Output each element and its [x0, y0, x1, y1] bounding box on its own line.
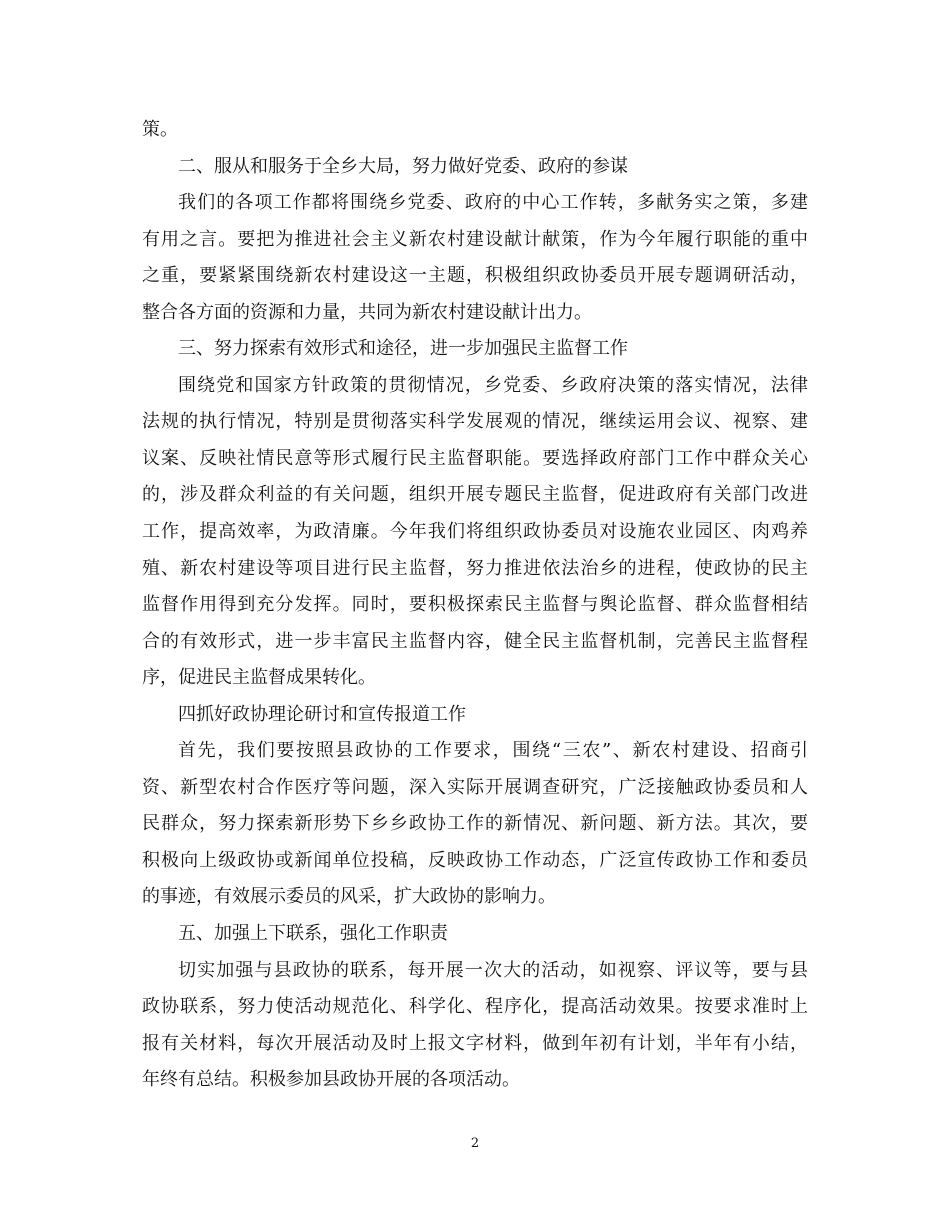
- text-line: 报有关材料，每次开展活动及时上报文字材料，做到年初有计划，半年有小结，: [142, 1032, 808, 1054]
- page-number: 2: [470, 1136, 480, 1151]
- text-line: 有用之言。要把为推进社会主义新农村建设献计献策，作为今年履行职能的重中: [142, 228, 808, 250]
- text-line: 的，涉及群众利益的有关问题，组织开展专题民主监督，促进政府有关部门改进: [142, 484, 808, 506]
- text-line: 年终有总结。积极参加县政协开展的各项活动。: [142, 1069, 520, 1091]
- section-heading-2: 二、服从和服务于全乡大局，努力做好党委、政府的参谋: [178, 155, 628, 177]
- text-line: 围绕党和国家方针政策的贯彻情况，乡党委、乡政府决策的落实情况，法律: [178, 374, 808, 396]
- text-line: 积极向上级政协或新闻单位投稿，反映政协工作动态，广泛宣传政协工作和委员: [142, 849, 808, 871]
- text-line: 殖、新农村建设等项目进行民主监督，努力推进依法治乡的进程，使政协的民主: [142, 557, 808, 579]
- text-line: 民群众，努力探索新形势下乡乡政协工作的新情况、新问题、新方法。其次，要: [142, 813, 808, 835]
- text-line: 的事迹，有效展示委员的风采，扩大政协的影响力。: [142, 886, 556, 908]
- text-line: 我们的各项工作都将围绕乡党委、政府的中心工作转，多献务实之策，多建: [178, 192, 808, 214]
- text-line: 监督作用得到充分发挥。同时，要积极探索民主监督与舆论监督、群众监督相结: [142, 594, 808, 616]
- text-line: 序，促进民主监督成果转化。: [142, 667, 376, 689]
- section-heading-5: 五、加强上下联系，强化工作职责: [178, 923, 448, 945]
- text-line: 切实加强与县政协的联系，每开展一次大的活动，如视察、评议等，要与县: [178, 959, 808, 981]
- text-line: 议案、反映社情民意等形式履行民主监督职能。要选择政府部门工作中群众关心: [142, 447, 808, 469]
- text-line: 首先，我们要按照县政协的工作要求，围绕“三农”、新农村建设、招商引: [178, 740, 808, 762]
- text-line: 资、新型农村合作医疗等问题，深入实际开展调查研究，广泛接触政协委员和人: [142, 776, 808, 798]
- text-line: 策。: [142, 119, 178, 140]
- document-body: [142, 112, 808, 1099]
- text-line: 合的有效形式，进一步丰富民主监督内容，健全民主监督机制，完善民主监督程: [142, 630, 808, 652]
- text-line: 政协联系，努力使活动规范化、科学化、程序化，提高活动效果。按要求准时上: [142, 996, 808, 1018]
- text-line: 法规的执行情况，特别是贯彻落实科学发展观的情况，继续运用会议、视察、建: [142, 411, 808, 433]
- text-line: 整合各方面的资源和力量，共同为新农村建设献计出力。: [142, 301, 592, 323]
- text-line: 之重，要紧紧围绕新农村建设这一主题，积极组织政协委员开展专题调研活动，: [142, 265, 808, 287]
- section-heading-4: 四抓好政协理论研讨和宣传报道工作: [178, 703, 466, 725]
- text-line: 工作，提高效率，为政清廉。今年我们将组织政协委员对设施农业园区、肉鸡养: [142, 521, 808, 543]
- section-heading-3: 三、努力探索有效形式和途径，进一步加强民主监督工作: [178, 338, 628, 360]
